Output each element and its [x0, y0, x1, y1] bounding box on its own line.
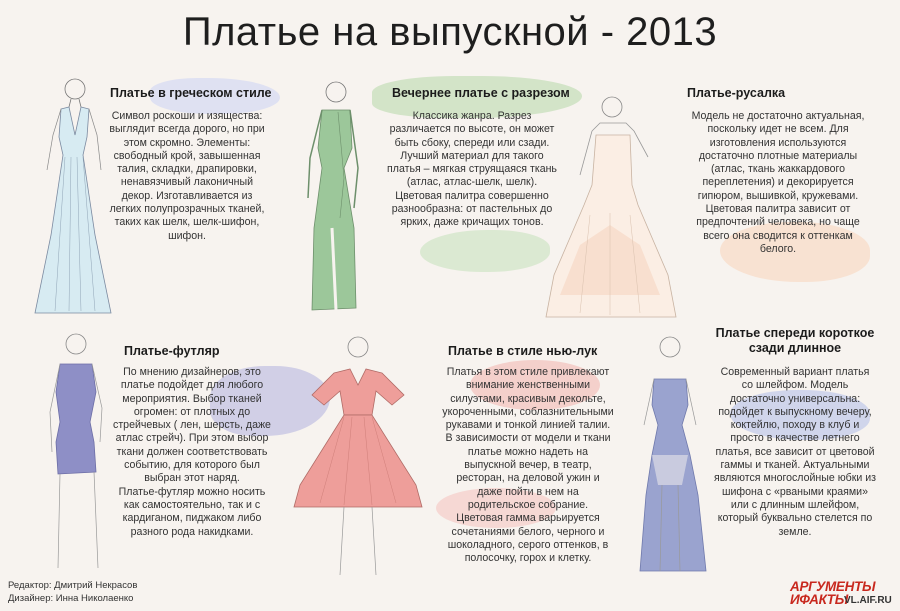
slit-line: Классика жанра. Разрез — [412, 110, 532, 122]
hilo-line: являются многослойные юбки из — [714, 472, 876, 485]
sheath-title: Платье-футляр — [124, 344, 220, 358]
hilo-line: гаммы и тканей. Актуальными — [720, 459, 870, 472]
mermaid-line: предпочтений человека, но чаще — [696, 216, 860, 229]
slit-line: быть сбоку, спереди или сзади. — [394, 136, 550, 149]
logo-url: VL.AIF.RU — [844, 595, 892, 606]
newlook-line: даже пойти в нем на — [477, 485, 579, 498]
hilo-line: Современный вариант платья — [720, 366, 870, 378]
mermaid-line: поскольку идет не всем. Для — [707, 123, 849, 136]
sheath-line: платье подойдет для любого — [120, 379, 264, 392]
sheath-line: ткани должен соответствовать — [116, 445, 268, 458]
sheath-body — [102, 366, 282, 539]
greek-line: шифон. — [168, 229, 206, 242]
sheath-line: атлас стрейч). При этом выбор — [115, 432, 269, 445]
mermaid-line: переплетения) и декорируется — [702, 176, 854, 189]
mermaid-line: (атлас, ткань жаккардового — [710, 163, 845, 176]
sheath-line: кардиганом, пиджаком либо — [122, 512, 262, 525]
mermaid-line: гипюром, вышивкой, кружевами. — [697, 189, 859, 202]
greek-line: ненавязчивый лаконичный — [120, 176, 254, 189]
slit-body — [372, 110, 572, 230]
logo-line-2: ИФАКТЫ — [790, 592, 848, 607]
slit-blob-2 — [420, 230, 550, 272]
sheath-line: разного рода накидками. — [130, 525, 254, 538]
logo-line-1: АРГУМЕНТЫ — [790, 579, 876, 594]
newlook-line: укороченными, соблазнительными — [442, 405, 614, 418]
hilo-title-line: сзади длинное — [748, 341, 842, 355]
hilo-line: просто в качестве летнего — [730, 432, 860, 445]
newlook-line: родительское собрание. — [467, 498, 589, 511]
mermaid-line: Цветовая палитра зависит от — [705, 203, 851, 216]
newlook-body — [428, 366, 628, 565]
newlook-line: платье можно надеть на — [467, 445, 589, 458]
newlook-title: Платье в стиле нью-лук — [448, 344, 598, 358]
hilo-line: который буквально стелется по — [717, 512, 873, 525]
slit-dress-illustration — [292, 78, 372, 318]
mermaid-line: всего она сводится к оттенкам — [703, 229, 853, 242]
sheath-line: По мнению дизайнеров, это — [123, 366, 261, 378]
greek-line: выглядит всегда дорого, но при — [109, 123, 265, 136]
hilo-line: коктейлю, походу в клуб и — [730, 419, 860, 432]
greek-line: легких полупрозрачных тканей, — [109, 203, 265, 216]
mermaid-body — [678, 110, 878, 256]
hilo-line: или с длинным шлейфом, — [730, 498, 860, 511]
mermaid-line: изготовления используются — [709, 136, 847, 149]
page-title: Платье на выпускной - 2013 — [182, 10, 718, 54]
newlook-line: ресторан, на деловой ужин и — [456, 472, 600, 485]
slit-line: платья – мягкая струящаяся ткань — [387, 163, 557, 176]
slit-line: ярких, даже кричащих тонов. — [400, 216, 544, 229]
sheath-dress-illustration — [38, 332, 108, 572]
greek-line: этом скромно. Элементы: — [123, 136, 251, 149]
newlook-line: внимание женственными — [465, 379, 591, 392]
newlook-line: рукавами и тонкой линией талии. — [445, 419, 611, 432]
slit-title: Вечернее платье с разрезом — [392, 86, 570, 100]
hilo-line: шифона с «рваными краями» — [722, 485, 868, 498]
sheath-line: выбран этот наряд. — [144, 472, 240, 485]
hilo-title — [700, 326, 890, 356]
greek-line: таких как шелк, шелк-шифон, — [114, 216, 260, 229]
greek-line: Символ роскоши и изящества: — [111, 110, 263, 122]
newlook-line: В зависимости от модели и ткани — [445, 432, 611, 445]
greek-title: Платье в греческом стиле — [110, 86, 272, 100]
hilo-line: подойдет к выпускному вечеру, — [718, 405, 872, 418]
hilo-body — [700, 366, 890, 539]
mermaid-line: белого. — [759, 242, 797, 255]
sheath-line: огромен: от плотных до — [133, 405, 251, 418]
newlook-line: полосочку, горох и клетку. — [464, 552, 592, 565]
slit-line: разнообразна: от пастельных до — [391, 203, 553, 216]
mermaid-title: Платье-русалка — [687, 86, 786, 100]
newlook-line: выпускной вечер, в театр, — [464, 459, 592, 472]
aif-logo — [790, 579, 898, 607]
newlook-line: шоколадного, серого оттенков, в — [447, 538, 609, 551]
greek-line: декор. Изготавливается из — [121, 189, 253, 202]
hilo-line: земле. — [778, 525, 812, 538]
newlook-line: Платья в этом стиле привлекают — [446, 366, 610, 378]
editor-credit: Редактор: Дмитрий Некрасов — [8, 580, 138, 591]
greek-body — [102, 110, 272, 243]
greek-line: талия, складки, драпировки, — [117, 163, 257, 176]
hilo-line: достаточно универсальна: — [729, 392, 861, 405]
hilo-line: платья, все зависит от цветовой — [715, 445, 875, 458]
slit-line: различается по высоте, он может — [389, 123, 555, 136]
sheath-line: Платье-футляр можно носить — [118, 485, 266, 498]
mermaid-line: достаточно плотные материалы — [698, 149, 858, 162]
slit-line: Цветовая палитра совершенно — [395, 189, 549, 202]
newlook-line: силуэтами, красивым декольте, — [450, 392, 606, 405]
hilo-line: со шлейфом. Модель — [741, 379, 849, 392]
designer-credit: Дизайнер: Инна Николаенко — [8, 593, 134, 604]
greek-line: свободный крой, завышенная — [113, 149, 261, 162]
hilo-title-line: Платье спереди короткое — [715, 326, 875, 340]
newlook-line: сочетаниями белого, черного и — [451, 525, 605, 538]
sheath-line: стрейчевых ( лен, шерсть, даже — [113, 419, 271, 432]
slit-line: Лучший материал для такого — [400, 149, 544, 162]
credits — [8, 579, 137, 605]
newlook-dress-illustration — [284, 335, 434, 580]
slit-line: (атлас, атлас-шелк, шелк). — [406, 176, 538, 189]
newlook-line: Цветовая гамма варьируется — [456, 512, 600, 525]
mermaid-line: Модель не достаточно актуальная, — [691, 110, 865, 122]
sheath-line: как самостоятельно, так и с — [123, 498, 261, 511]
sheath-line: событию, для которого был — [124, 459, 260, 472]
sheath-line: мероприятия. Выбор тканей — [122, 392, 262, 405]
